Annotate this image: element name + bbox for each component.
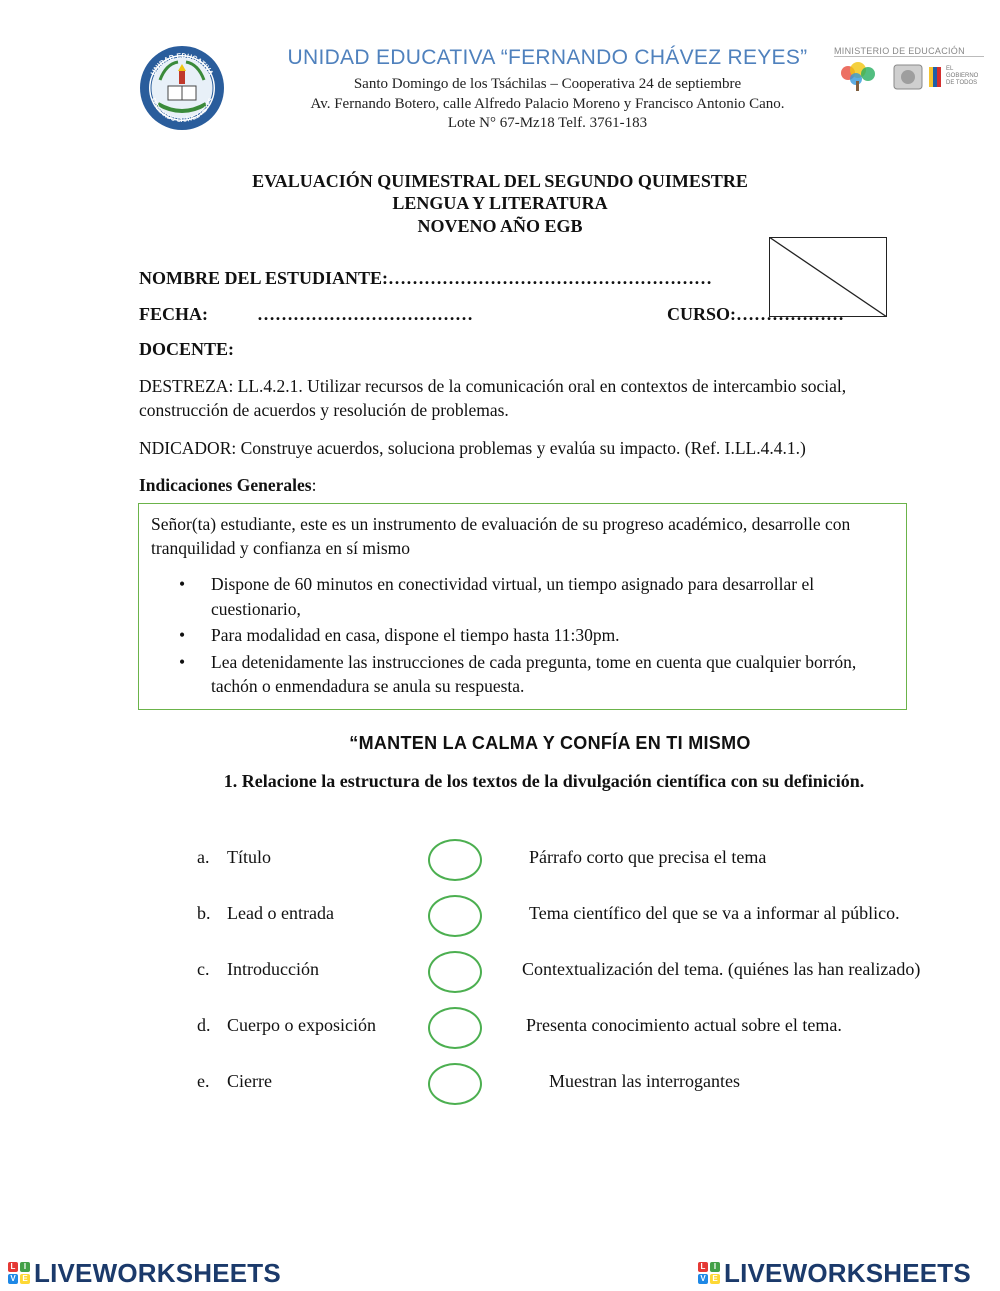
liveworksheets-brand: LIVEWORKSHEETS [34, 1257, 281, 1288]
match-term: Cierre [227, 1071, 272, 1091]
ministry-label: MINISTERIO DE EDUCACIÓN [834, 46, 984, 57]
icon-letter: L [8, 1262, 18, 1272]
motto: “MANTEN LA CALMA Y CONFÍA EN TI MISMO [349, 733, 751, 753]
icon-letter: V [698, 1274, 708, 1284]
match-definition: Párrafo corto que precisa el tema [529, 847, 767, 867]
list-item-text: Para modalidad en casa, dispone el tiempo hasta 11:30pm. [211, 625, 620, 645]
icon-letter: E [20, 1274, 30, 1284]
list-item-text: Dispone de 60 minutos en conectividad virtual, un tiempo asignado para desarrollar el cuestionario, [211, 574, 815, 619]
icon-letter: I [710, 1262, 720, 1272]
bullet: • [179, 651, 186, 672]
icon-letter: E [710, 1274, 720, 1284]
answer-circle-b[interactable] [428, 895, 482, 937]
match-definition: Tema científico del que se va a informar al público. [529, 903, 900, 923]
instructions-box [138, 503, 907, 710]
icon-letter: V [8, 1274, 18, 1284]
match-definition: Presenta conocimiento actual sobre el tema. [526, 1015, 842, 1035]
indicaciones-heading-label: Indicaciones Generales [139, 475, 312, 495]
school-name: UNIDAD EDUCATIVA “FERNANDO CHÁVEZ REYES” [287, 46, 808, 69]
liveworksheets-logo-left [8, 1257, 281, 1289]
match-row-c [0, 951, 1000, 995]
address-line-2: Av. Fernando Botero, calle Alfredo Palacio Moreno y Francisco Antonio Cano. [310, 96, 785, 112]
student-name-field[interactable]: NOMBRE DEL ESTUDIANTE:……………………………………………… [139, 268, 713, 288]
liveworksheets-icon [698, 1262, 720, 1284]
answer-circle-d[interactable] [428, 1007, 482, 1049]
list-item [151, 650, 896, 699]
match-letter: a. [197, 847, 210, 867]
instructions-intro: Señor(ta) estudiante, este es un instrumento de evaluación de su progreso académico, desarrolle con tranquilidad y confianza en sí mismo [151, 514, 851, 558]
logo-text-top: UNIDAD EDUCATIVA [150, 52, 214, 77]
list-item-text: Lea detenidamente las instrucciones de cada pregunta, tome en cuenta que cualquier borrón, tachón o enmendadura se anula su respuesta. [211, 651, 857, 696]
logo-text-bottom: FERNANDO CHÁVEZ REYES [149, 97, 215, 125]
bullet: • [179, 574, 186, 594]
liveworksheets-icon [8, 1262, 30, 1284]
match-row-a [0, 839, 1000, 883]
match-term: Título [227, 847, 271, 867]
school-logo [138, 44, 226, 132]
match-letter: e. [197, 1071, 210, 1091]
match-term: Lead o entrada [227, 903, 334, 923]
subject-title: LENGUA Y LITERATURA [392, 193, 608, 213]
icon-letter: L [698, 1262, 708, 1272]
indicador-text: NDICADOR: Construye acuerdos, soluciona problemas y evalúa su impacto. (Ref. I.LL.4.4.1.) [139, 438, 806, 458]
address-line-3: Lote N° 67-Mz18 Telf. 3761-183 [447, 115, 648, 131]
liveworksheets-brand: LIVEWORKSHEETS [724, 1257, 971, 1288]
match-row-d [0, 1007, 1000, 1051]
gobierno-label: EL GOBIERNO DE TODOS [946, 66, 979, 86]
match-definition: Muestran las interrogantes [549, 1071, 740, 1091]
ministry-logo [834, 46, 984, 96]
address-line-1: Santo Domingo de los Tsáchilas – Cooperativa 24 de septiembre [353, 76, 742, 92]
bullet: • [179, 625, 186, 645]
grade-title: NOVENO AÑO EGB [417, 216, 583, 236]
instructions-list [151, 572, 896, 701]
match-term: Introducción [227, 959, 319, 979]
answer-circle-e[interactable] [428, 1063, 482, 1105]
list-item [151, 572, 896, 621]
date-label: FECHA: [139, 304, 208, 324]
match-row-b [0, 895, 1000, 939]
course-field[interactable]: CURSO:……………… [667, 304, 845, 324]
match-row-e [0, 1063, 1000, 1107]
list-item [151, 623, 896, 648]
indicaciones-heading [139, 473, 939, 497]
teacher-label: DOCENTE: [139, 339, 235, 359]
match-letter: b. [197, 903, 211, 923]
match-term: Cuerpo o exposición [227, 1015, 376, 1035]
destreza-text: DESTREZA: LL.4.2.1. Utilizar recursos de la comunicación oral en contextos de intercambio social, construcción de acuerdos y resolución de problemas. [139, 376, 847, 420]
liveworksheets-logo-right [698, 1257, 971, 1289]
indicaciones-colon: : [311, 475, 317, 495]
icon-letter: I [20, 1262, 30, 1272]
match-letter: d. [197, 1015, 211, 1035]
question-1-prompt: 1. Relacione la estructura de los textos de la divulgación científica con su definición. [223, 771, 865, 791]
answer-circle-c[interactable] [428, 951, 482, 993]
match-letter: c. [197, 959, 210, 979]
date-field[interactable]: ……………………………… [257, 304, 473, 324]
match-definition: Contextualización del tema. (quiénes las han realizado) [522, 959, 921, 979]
exam-title: EVALUACIÓN QUIMESTRAL DEL SEGUNDO QUIMESTRE [252, 171, 748, 191]
answer-circle-a[interactable] [428, 839, 482, 881]
